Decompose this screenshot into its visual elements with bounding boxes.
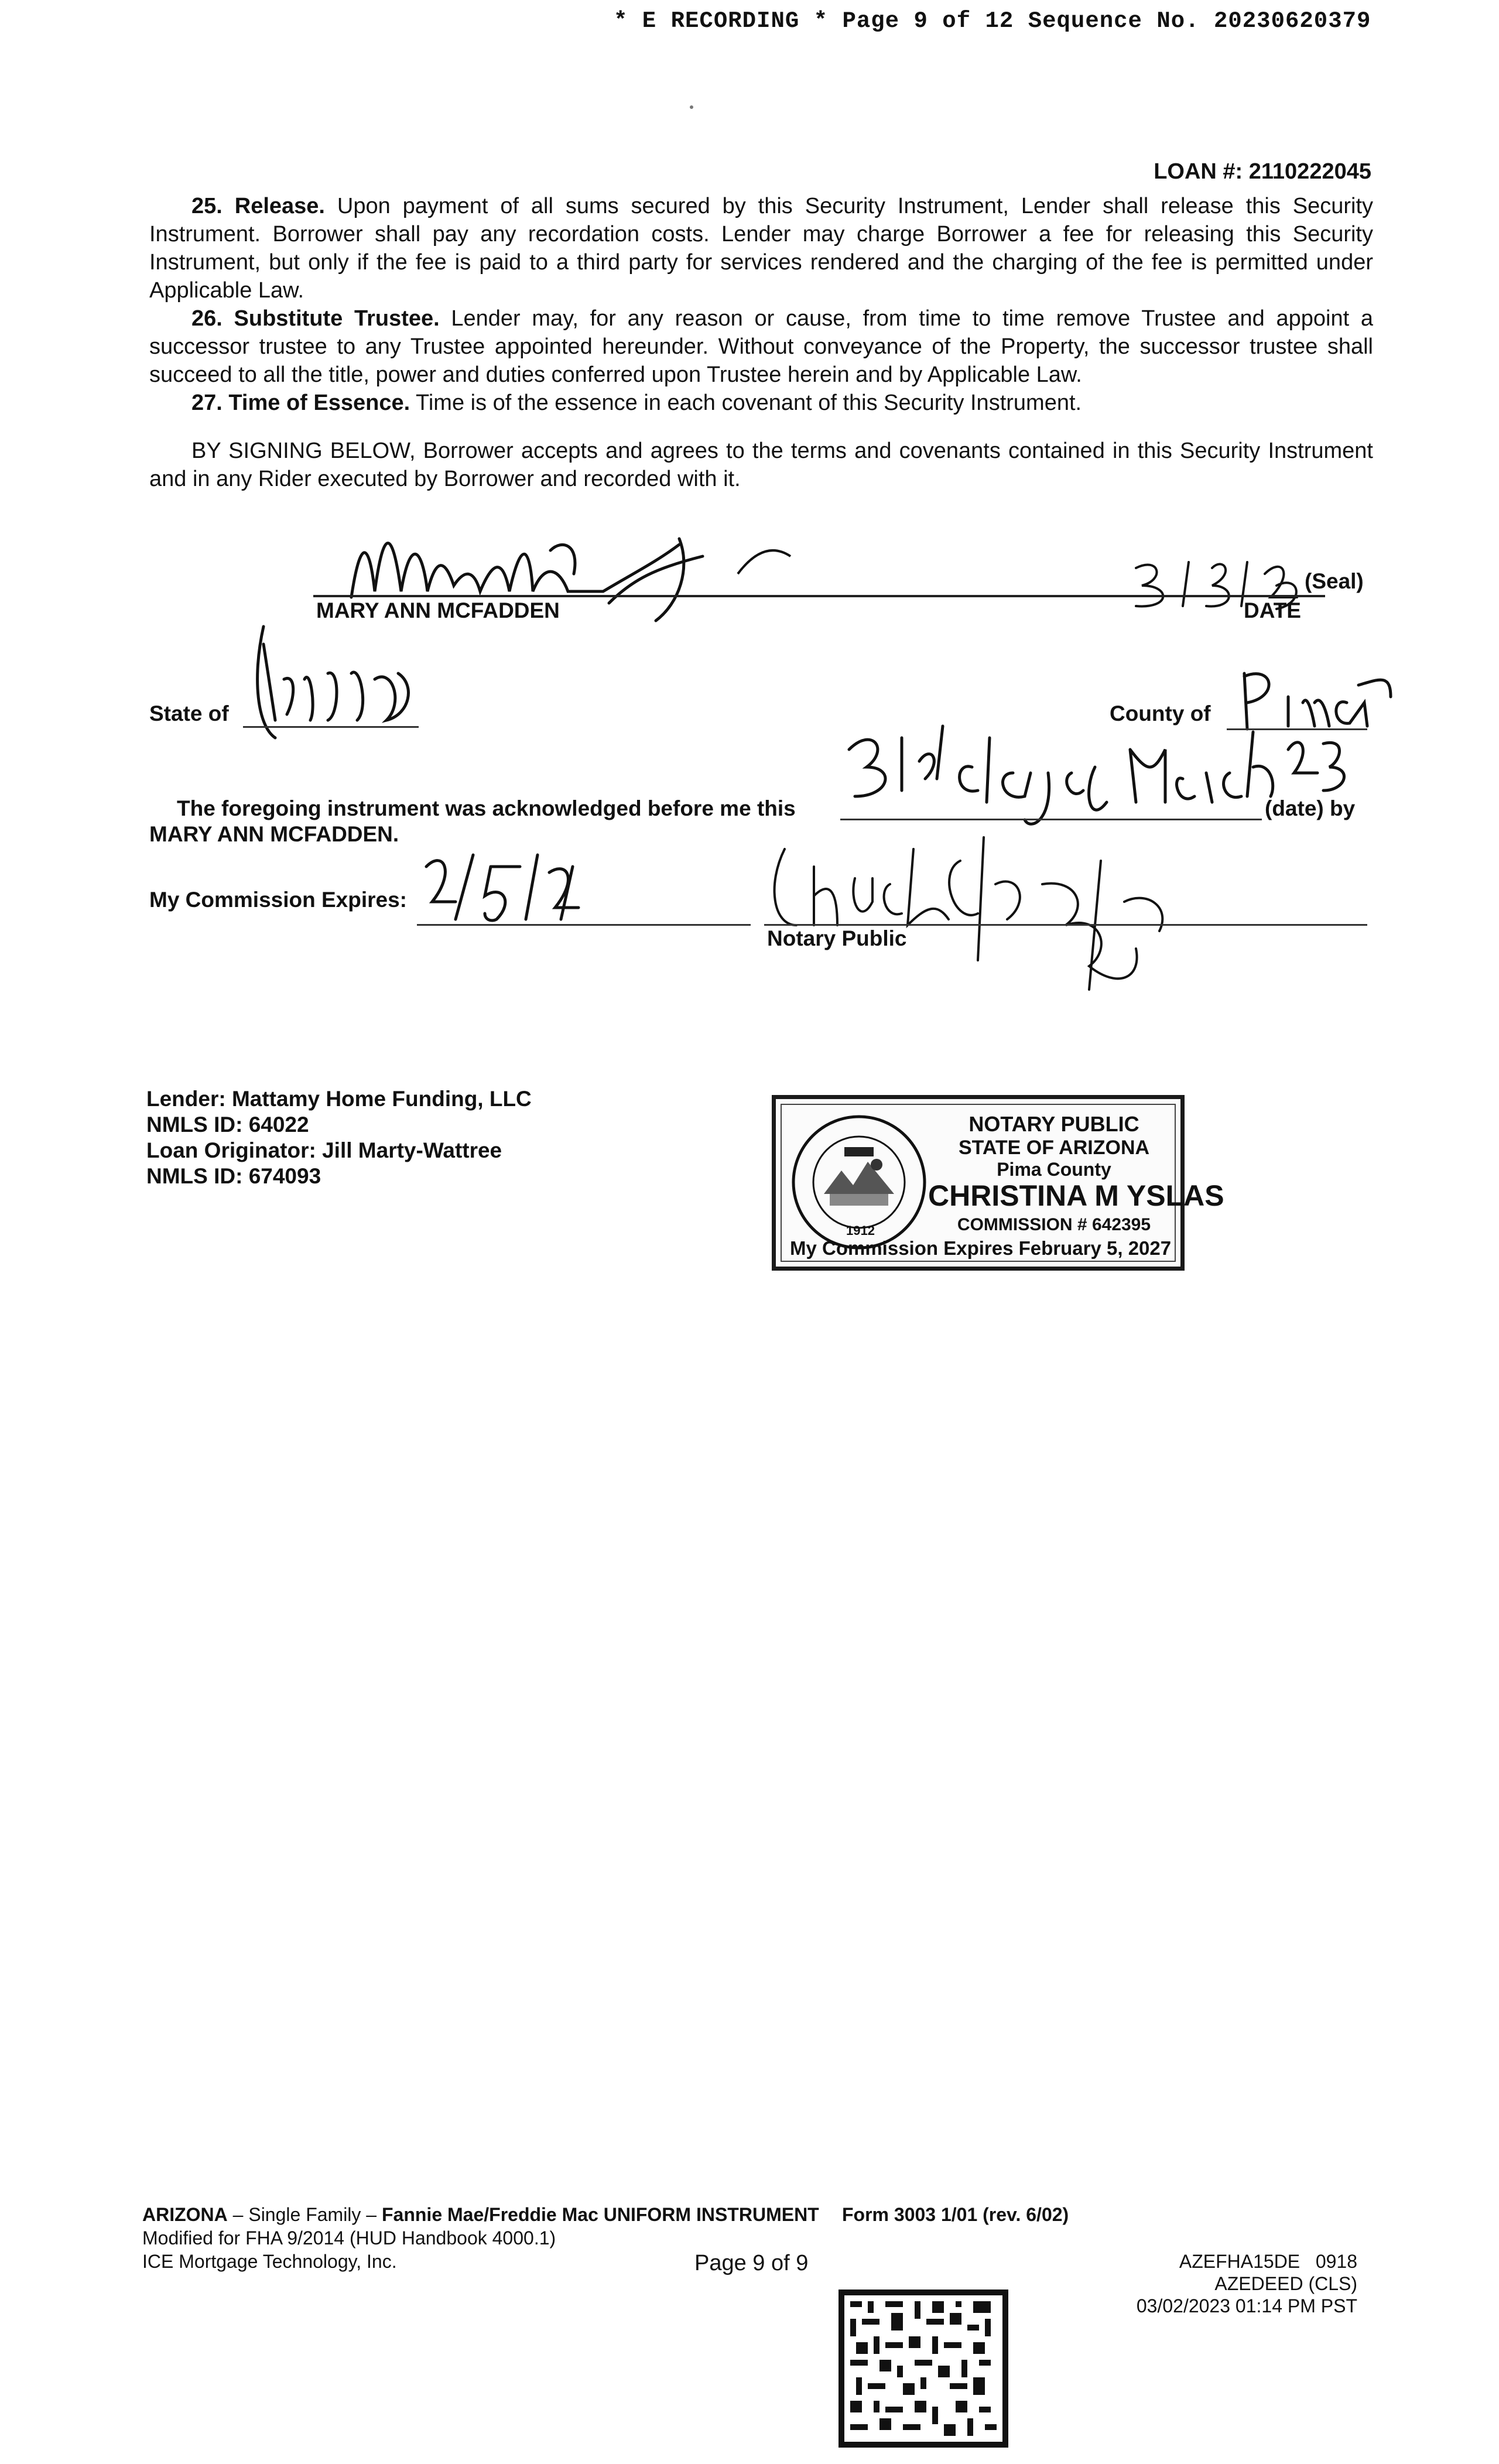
signing-statement-text: BY SIGNING BELOW, Borrower accepts and agrees to the terms and covenants contained in this Security Instrument and in any Rider executed by Borrower and recorded with it.: [149, 439, 1373, 491]
paragraph-27-text: Time is of the essence in each covenant of this Security Instrument.: [416, 391, 1082, 415]
footer-form-number: Form 3003 1/01 (rev. 6/02): [842, 2204, 1069, 2225]
stamp-expiration: My Commission Expires February 5, 2027: [790, 1237, 1172, 1259]
stamp-state: STATE OF ARIZONA: [958, 1137, 1150, 1159]
acknowledged-name: MARY ANN MCFADDEN.: [149, 822, 399, 846]
paragraph-26: [149, 304, 1373, 389]
signing-statement: [149, 437, 1373, 493]
paragraph-26-number: 26.: [191, 306, 223, 331]
barcode-icon: [839, 2290, 1008, 2448]
footer-timestamp: 03/02/2023 01:14 PM PST: [1136, 2295, 1357, 2316]
commission-underline: [417, 924, 751, 926]
footer-state: ARIZONA: [142, 2204, 228, 2225]
footer-form-title: [142, 2204, 819, 2226]
paragraph-25-title: Release.: [234, 194, 325, 218]
stamp-county: Pima County: [997, 1159, 1111, 1180]
recording-header: * E RECORDING * Page 9 of 12 Sequence No. 20230620379: [614, 8, 1371, 34]
date-label: DATE: [1244, 598, 1301, 622]
date-suffix-label: (date) by: [1265, 796, 1356, 820]
stamp-notary-name: CHRISTINA M YSLAS: [928, 1179, 1224, 1212]
notary-signature-line: [764, 924, 1367, 926]
document-body: [149, 192, 1373, 493]
footer-company: ICE Mortgage Technology, Inc.: [142, 2251, 397, 2272]
footer-code-1: AZEFHA15DE 0918: [1179, 2251, 1357, 2272]
county-label: County of: [1110, 701, 1211, 725]
lender-nmls: NMLS ID: 64022: [146, 1113, 309, 1137]
notary-public-label: Notary Public: [767, 926, 907, 950]
acknowledgment-text: The foregoing instrument was acknowledged before me this: [177, 796, 796, 820]
lender-name: Lender: Mattamy Home Funding, LLC: [146, 1087, 532, 1111]
scan-speck: [690, 105, 693, 109]
paragraph-25-text: Upon payment of all sums secured by this Security Instrument, Lender shall release this Security Instrument. Borrower shall pay any recordation costs. Lender may charge Borrower a fee for releasing this Security Instrument, but only if the fee is paid to a third party for services rendered and the charging of the fee is permitted under Applicable Law.: [149, 194, 1374, 303]
paragraph-27: [149, 389, 1373, 417]
footer-modified: Modified for FHA 9/2014 (HUD Handbook 4000.1): [142, 2227, 556, 2249]
state-handwritten: [240, 609, 433, 744]
notary-signature: [761, 814, 1230, 1007]
borrower-signature-line: [313, 595, 1325, 597]
paragraph-27-title: Time of Essence.: [228, 391, 410, 415]
footer-family: – Single Family –: [227, 2204, 382, 2225]
state-underline: [243, 726, 419, 728]
footer-instrument: Fannie Mae/Freddie Mac UNIFORM INSTRUMENT: [381, 2204, 819, 2225]
commission-expires-label: My Commission Expires:: [149, 888, 408, 912]
stamp-commission-number: COMMISSION # 642395: [957, 1215, 1151, 1234]
seal-label: (Seal): [1305, 569, 1364, 593]
state-label: State of: [149, 701, 229, 725]
footer-code-2: AZEDEED (CLS): [1214, 2273, 1357, 2294]
originator-nmls: NMLS ID: 674093: [146, 1164, 321, 1188]
stamp-title: NOTARY PUBLIC: [968, 1112, 1139, 1136]
paragraph-26-title: Substitute Trustee.: [234, 306, 440, 331]
notary-stamp: [772, 1095, 1224, 1271]
paragraph-25: [149, 192, 1373, 304]
loan-originator: Loan Originator: Jill Marty-Wattree: [146, 1138, 502, 1162]
seal-year: 1912: [846, 1223, 875, 1238]
borrower-name: MARY ANN MCFADDEN: [316, 598, 560, 622]
paragraph-27-number: 27.: [191, 391, 223, 415]
commission-date-handwritten: [420, 843, 596, 925]
paragraph-25-number: 25.: [191, 194, 223, 218]
footer-page-number: Page 9 of 9: [694, 2251, 809, 2275]
loan-number: LOAN #: 2110222045: [1154, 159, 1371, 184]
paragraph-26-text: Lender may, for any reason or cause, from time to time remove Trustee and appoint a successor trustee to any Trustee appointed hereunder. Without conveyance of the Property, the successor trustee shall succeed to all the title, power and duties conferred upon Trustee herein and by Applicable Law.: [149, 306, 1373, 387]
